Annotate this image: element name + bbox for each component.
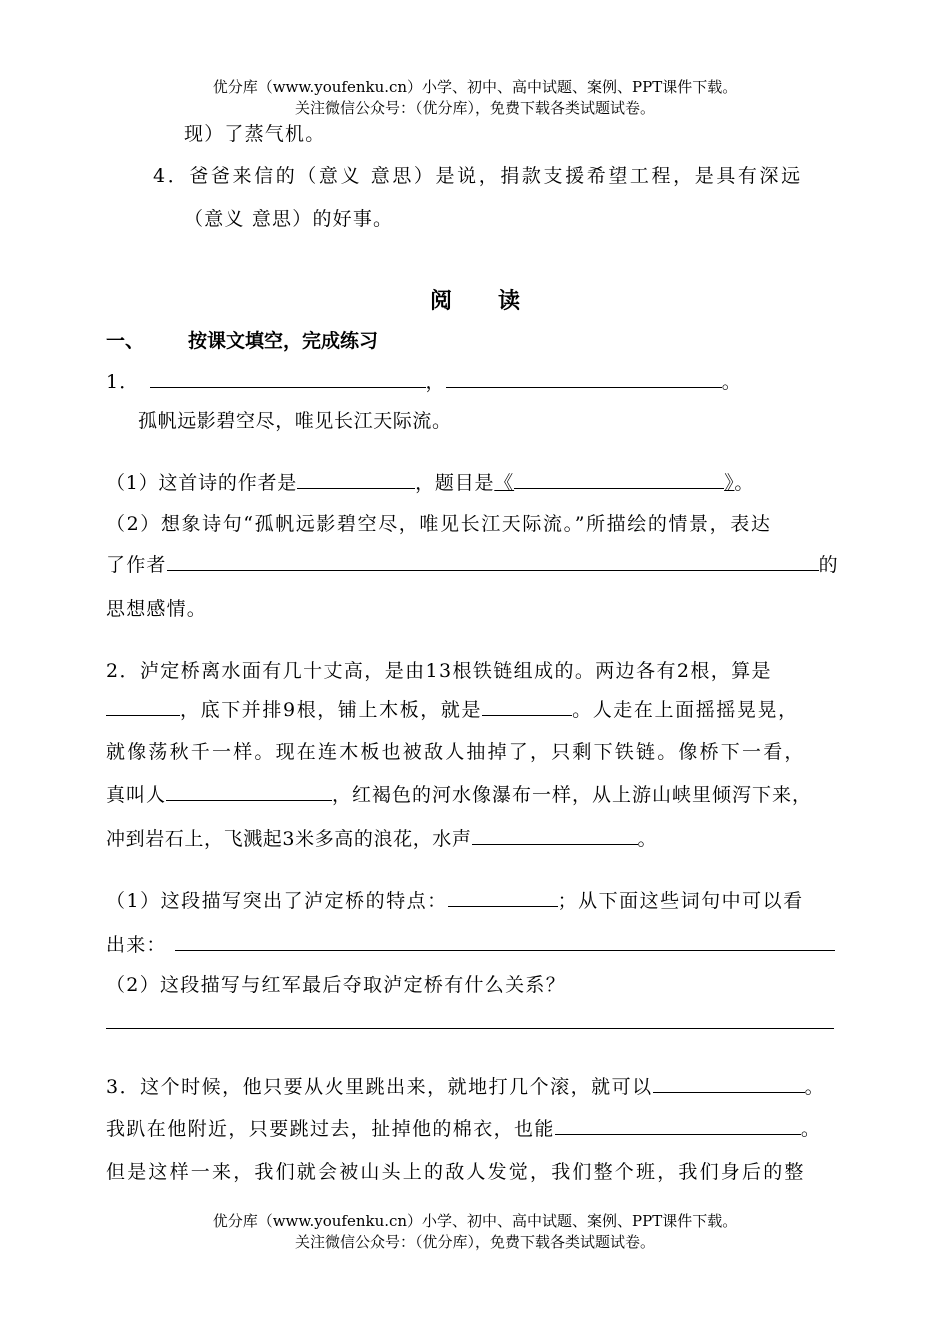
q2-line4-text2: ，红褐色的河水像瀑布一样，从上游山峡里倾泻下来， — [332, 784, 813, 806]
q1-sub2-prefix: 了作者 — [106, 554, 167, 576]
q3-line1 — [106, 1072, 825, 1099]
page-header-line1: 优分库（www.youfenku.cn）小学、初中、高中试题、案例、PPT课件下载。 — [212, 78, 738, 96]
section-title-char2: 读 — [498, 288, 521, 314]
q1-title-open: 《 — [494, 472, 515, 494]
q2-line3: 就像荡秋千一样。现在连木板也被敌人抽掉了，只剩下铁链。像桥下一看， — [106, 741, 806, 763]
q1-sub1-middle: ，题目是 — [415, 472, 495, 494]
q2-line4-text1: 真叫人 — [106, 784, 167, 806]
section-heading-text: 按课文填空，完成练习 — [188, 330, 379, 352]
q2-blank-feeling[interactable] — [166, 784, 332, 801]
q3-line3: 但是这样一来，我们就会被山头上的敌人发觉，我们整个班，我们身后的整 — [106, 1161, 806, 1183]
q2-sub1 — [106, 886, 804, 913]
q2-sub1-prefix: （1）这段描写突出了泸定桥的特点： — [106, 890, 448, 912]
section-title-char1: 阅 — [429, 288, 452, 314]
q1-blank-1[interactable] — [150, 371, 426, 388]
q3-blank-2[interactable] — [555, 1118, 801, 1135]
q2-line2-text1: ，底下并排9根，铺上木板，就是 — [180, 699, 483, 721]
q2-line5-end: 。 — [637, 828, 658, 850]
q1-author-blank[interactable] — [297, 472, 415, 489]
q2-sub1-line2 — [106, 930, 835, 957]
q1-sub2-line1: （2）想象诗句“孤帆远影碧空尽，唯见长江天际流。”所描绘的情景，表达 — [106, 513, 772, 535]
q1-blank-2[interactable] — [446, 371, 722, 388]
q1-poem-line: 孤帆远影碧空尽，唯见长江天际流。 — [138, 410, 452, 432]
q1-sub2-line3: 思想感情。 — [106, 598, 208, 620]
q2-line5 — [106, 824, 657, 851]
q1-title-close: 》 — [724, 472, 735, 494]
q4-line1: 4．爸爸来信的（意义 意思）是说，捐款支援希望工程，是具有深远 — [153, 165, 803, 187]
q2-line4 — [106, 780, 812, 807]
q4-line2: （意义 意思）的好事。 — [184, 208, 394, 230]
q3-line1-text: 3．这个时候，他只要从火里跳出来，就地打几个滚，就可以 — [106, 1076, 653, 1098]
section-heading-number: 一、 — [106, 330, 145, 352]
prev-question-tail: 现）了蒸气机。 — [184, 123, 326, 145]
q1-fill-line — [106, 367, 742, 394]
q3-line2-text: 我趴在他附近，只要跳过去，扯掉他的棉衣，也能 — [106, 1118, 555, 1140]
q2-sub2: （2）这段描写与红军最后夺取泸定桥有什么关系？ — [106, 974, 566, 996]
q2-blank-railing[interactable] — [106, 699, 180, 716]
section-heading — [106, 326, 378, 353]
q2-line1: 2．泸定桥离水面有几十丈高，是由13根铁链组成的。两边各有2根，算是 — [106, 660, 772, 682]
q1-sub1 — [106, 468, 754, 495]
q3-line1-end: 。 — [804, 1076, 826, 1098]
q3-line2-end: 。 — [800, 1118, 822, 1140]
q2-feature-blank[interactable] — [448, 890, 558, 907]
section-title — [0, 284, 950, 315]
page-header-line2: 关注微信公众号：（优分库），免费下载各类试题试卷。 — [294, 99, 655, 117]
q2-line2-text2: 。人走在上面摇摇晃晃， — [572, 699, 799, 721]
q1-comma: ， — [425, 371, 446, 393]
q2-sub1-line2-label: 出来： — [106, 934, 167, 956]
q2-answer-line[interactable] — [106, 1028, 834, 1029]
q1-sub1-end: 。 — [734, 472, 755, 494]
q1-number: 1． — [106, 371, 140, 393]
page-footer-line1: 优分库（www.youfenku.cn）小学、初中、高中试题、案例、PPT课件下载。 — [212, 1212, 738, 1230]
q1-sub2-suffix: 的 — [818, 554, 839, 576]
q2-line2 — [106, 695, 799, 722]
q2-sub1-suffix: ；从下面这些词句中可以看 — [557, 890, 804, 912]
q2-line5-text1: 冲到岩石上，飞溅起3米多高的浪花，水声 — [106, 828, 472, 850]
q1-title-blank[interactable] — [514, 472, 724, 489]
q2-words-blank[interactable] — [175, 934, 835, 951]
q2-blank-deck[interactable] — [482, 699, 572, 716]
q1-sub1-prefix: （1）这首诗的作者是 — [106, 472, 298, 494]
q1-sub2-line2 — [106, 550, 839, 577]
q3-blank-1[interactable] — [653, 1076, 805, 1093]
page-footer-line2: 关注微信公众号：（优分库），免费下载各类试题试卷。 — [294, 1233, 655, 1251]
q1-feeling-blank[interactable] — [167, 554, 819, 571]
q1-period: 。 — [721, 371, 742, 393]
q2-blank-sound[interactable] — [472, 828, 638, 845]
q3-line2 — [106, 1114, 821, 1141]
